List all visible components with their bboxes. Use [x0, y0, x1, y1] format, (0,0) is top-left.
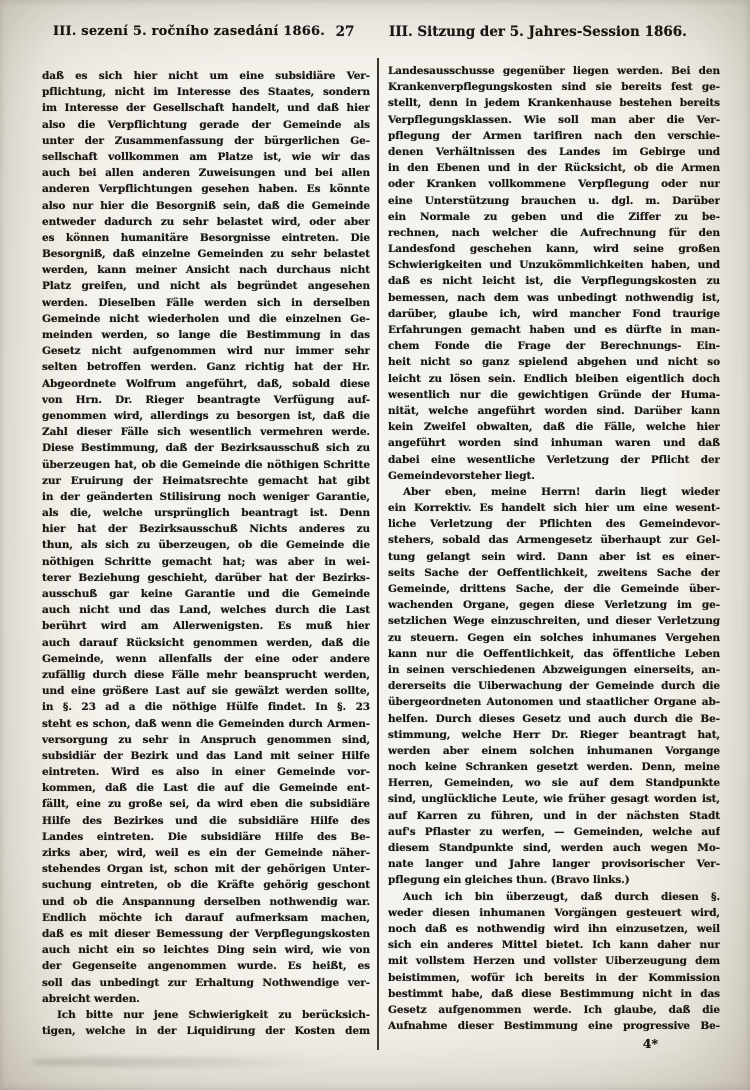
text-line: angeführt worden sind inhuman waren und daß	[388, 437, 720, 450]
text-line: setzlichen Wege einzuschreiten, und dieser Verletzung	[388, 615, 720, 628]
text-line: stehers, sobald das Armengesetz überhaupt zur Gel-	[388, 534, 720, 547]
text-line: liche Verletzung der Pflichten des Gemeindevor-	[388, 518, 720, 531]
text-line: im Interesse der Gesellschaft handelt, und daß hier	[42, 102, 370, 115]
text-line: Aufnahme dieser Bestimmung eine progressive Be-	[388, 1020, 720, 1033]
text-line: zu steuern. Gegen ein solches inhumanes Vergehen	[388, 631, 720, 644]
text-line: Hilfe des Bezirkes und die subsidiäre Hilfe des	[42, 814, 370, 827]
text-line: pflegung ein gleiches thun. (Bravo links.)	[388, 874, 630, 887]
text-line: zirks aber, wird, weil es ein der Gemeinde näher-	[42, 847, 370, 859]
text-line: mit vollstem Herzen und vollster Uiberzeugung dem	[388, 955, 720, 968]
text-line: stehendes Organ ist, schon mit der gehörigen Unter-	[42, 863, 370, 876]
text-line: selten betroffen werden. Ganz richtig hat der Hr.	[42, 361, 370, 374]
text-line: Schwierigkeiten und Unzukömmlichkeiten haben, und	[388, 259, 720, 272]
text-line: werden. Dieselben Fälle werden sich in derselben	[42, 296, 370, 309]
text-line: suchung eintreten, ob die Kräfte gehörig geschont	[42, 879, 370, 892]
text-line: Verpflegungsklassen. Wie soll man aber die Ver-	[388, 113, 720, 126]
text-line: eine Unterstützung brauchen u. dgl. m. Darüber	[388, 194, 720, 207]
text-line: helfen. Durch dieses Gesetz und auch durch die Be-	[388, 712, 720, 725]
text-line: nate langer und Jahre langer provisorischer Ver-	[388, 858, 720, 871]
text-line: Gesetz nicht aufgenommen wird nur immer sehr	[42, 345, 370, 358]
text-line: übergeordneten Autonomen und staatlicher Organe ab-	[388, 696, 720, 709]
text-line: sind, unglückliche Leute, wie früher gesagt worden ist,	[388, 793, 720, 806]
text-line: stellt, denn in jedem Krankenhause bestehen bereits	[388, 97, 720, 110]
text-line: Aber eben, meine Herrn! darin liegt wieder	[403, 485, 720, 498]
text-line: Herren, Gemeinden, wo sie auf dem Standpunkte	[388, 777, 720, 790]
text-line: fällt, eine zu große sei, da wird eben die subsidiäre	[42, 798, 370, 811]
text-line: kein Zweifel obwalten, daß die Fälle, welche hier	[388, 421, 720, 434]
text-line: tung gelangt sein wird. Dann aber ist es einer-	[388, 550, 720, 563]
text-line: weder diesen inhumanen Vorgängen gesteuert wird,	[388, 906, 720, 919]
text-line: auch nicht und das Land, welches durch die Last	[42, 604, 370, 617]
text-line: Landesausschusse gegenüber liegen werden. Bei den	[388, 65, 720, 77]
text-line: auf's Pflaster zu werfen, — Gemeinden, welche auf	[388, 825, 720, 838]
text-line: werden aber einem solchen inhumanen Vorgange	[388, 744, 720, 757]
text-line: auch bei allen anderen Zuweisungen und bei allen	[42, 167, 370, 180]
text-line: wachenden Organe, gegen diese Verletzung im ge-	[388, 599, 720, 612]
header-czech-session-title: III. sezení 5. ročního zasedání 1866.	[53, 24, 325, 39]
column-divider-rule	[377, 58, 379, 1050]
text-line: Endlich möchte ich darauf aufmerksam machen,	[42, 911, 370, 924]
text-line: leicht zu lösen sein. Endlich bleiben eigentlich doch	[388, 372, 720, 385]
text-line: Diese Bestimmung, daß der Bezirksausschuß sich zu	[42, 442, 370, 455]
text-line: tigen, welche in der Liquidirung der Kosten dem	[42, 1025, 370, 1038]
text-line: auch nicht ein so leichtes Ding sein wird, wie von	[42, 944, 370, 957]
text-line: und eine größere Last auf sie gewälzt werden sollte,	[42, 685, 370, 698]
text-line: auf Karren zu führen, und in der nächsten Stadt	[388, 809, 720, 822]
text-line: es können humanitäre Besorgnisse eintreten. Die	[42, 231, 370, 244]
text-line: steht es schon, daß wenn die Gemeinden durch Armen-	[42, 717, 370, 730]
text-line: noch keine Schranken gesetzt werden. Denn, meine	[388, 761, 720, 774]
text-line: ausschuß gar keine Garantie und die Gemeinde	[42, 588, 370, 600]
text-line: eintreten. Wird es also in einer Gemeinde vor-	[42, 766, 370, 779]
text-line: Auch ich bin überzeugt, daß durch diesen §.	[403, 890, 720, 903]
text-line: noch daß es nothwendig wird ihn einzusetzen, weil	[388, 922, 720, 935]
left-text-column	[42, 68, 370, 1039]
text-line: nität, welche angeführt worden sind. Darüber kann	[388, 404, 720, 417]
text-line: ein Normale zu geben und die Ziffer zu be-	[388, 210, 720, 223]
text-line: beistimmen, wofür ich bereits in der Kommission	[388, 971, 720, 984]
header-german-session-title: III. Sitzung der 5. Jahres-Session 1866.	[389, 24, 687, 40]
text-line: berührt wird am Allerwenigsten. Es muß hier	[42, 620, 370, 633]
text-line: oder Kranken vollkommene Verpflegung oder nur	[388, 178, 720, 191]
text-line: Zahl dieser Fälle sich wesentlich vermehren werde.	[42, 426, 370, 439]
text-line: Erfahrungen gemacht haben und es dürfte in man-	[388, 324, 720, 336]
text-line: subsidiär der Bezirk und das Land mit seiner Hilfe	[42, 749, 370, 762]
text-line: unter der Zusammenfassung der bürgerlichen Ge-	[42, 134, 370, 147]
text-line: sich ein anderes Mittel bietet. Ich kann daher nur	[388, 939, 720, 952]
text-line: versorgung zu sehr in Anspruch genommen sind,	[42, 733, 370, 746]
text-line: wesentlich nur die gewichtigen Gründe der Huma-	[388, 388, 720, 401]
text-line: auch darauf Rücksicht genommen werden, daß die	[42, 636, 370, 649]
text-line: zur Eruirung der Heimatsrechte gemacht hat gibt	[42, 474, 370, 487]
text-line: in den Ebenen und in der Rücksicht, ob die Armen	[388, 162, 720, 175]
text-line: in seinen verschiedenen Abzweigungen einerseits, an-	[388, 663, 720, 676]
text-line: bemessen, nach dem was unbedingt nothwendig ist,	[388, 291, 720, 304]
text-line: werden, kann meiner Ansicht nach durchaus nicht	[42, 264, 370, 277]
text-line: pflichtung, nicht im Interesse des Staates, sondern	[42, 86, 370, 99]
text-line: abreicht werden.	[42, 992, 140, 1005]
text-line: also die Verpflichtung gerade der Gemeinde als	[42, 118, 370, 131]
text-line: Gemeindevorsteher liegt.	[388, 469, 535, 482]
text-line: soll das unbedingt zur Erhaltung Nothwendige ver-	[42, 976, 370, 989]
text-line: also nur hier die Besorgniß sein, daß die Gemeinde	[42, 199, 370, 212]
text-line: diesem Standpunkte sind, werden auch wegen Mo-	[388, 842, 720, 854]
text-line: als die, welche ursprünglich beantragt ist. Denn	[42, 507, 370, 520]
text-line: chem Fonde die Frage der Berechnungs- Ein-	[388, 340, 720, 353]
text-line: daß es nicht leicht ist, die Verpflegungskosten zu	[388, 275, 720, 288]
text-line: zufällig durch diese Fälle mehr beansprucht werden,	[42, 668, 370, 681]
text-line: thun, als sich zu überzeugen, ob die Gemeinde die	[42, 539, 370, 552]
text-line: und ob die Anspannung derselben nothwendig war.	[42, 895, 370, 908]
text-line: rechnen, nach welcher die Aufrechnung für den	[388, 226, 720, 239]
text-line: Besorgniß, daß einzelne Gemeinden zu sehr belastet	[42, 248, 370, 261]
text-line: nöthigen Schritte gemacht hat; was aber in wei-	[42, 555, 370, 568]
text-line: daß es sich hier nicht um eine subsidiäre Ver-	[42, 70, 370, 82]
text-line: anderen Verpflichtungen gesehen haben. Es könnte	[42, 183, 370, 196]
text-line: genommen wird, allerdings zu besorgen ist, daß die	[42, 409, 370, 422]
text-line: daß es mit dieser Bemessung der Verpflegungskosten	[42, 927, 370, 940]
text-line: überzeugen hat, ob die Gemeinde die nöthigen Schritte	[42, 458, 370, 471]
text-line: Abgeordnete Wolfrum angeführt, daß, sobald diese	[42, 377, 370, 390]
printer-signature-mark: 4*	[642, 1036, 658, 1051]
text-line: kann nur die Oeffentlichkeit, das öffentliche Leben	[388, 647, 720, 660]
text-line: meinden werden, so lange die Bestimmung in das	[42, 329, 370, 341]
text-line: Landesfond geschehen kann, wird seine großen	[388, 243, 720, 256]
ink-smudge	[32, 1057, 322, 1067]
text-line: in §. 23 ad a die nöthige Hülfe findet. In §. 23	[42, 701, 370, 714]
text-line: darüber, glaube ich, wird mancher Fond traurige	[388, 307, 720, 320]
text-line: Krankenverpflegungskosten sind sie bereits fest ge-	[388, 81, 720, 94]
text-line: der Gegenseite angenommen wurde. Es heißt, es	[42, 960, 370, 973]
text-line: dererseits die Uiberwachung der Gemeinde durch die	[388, 680, 720, 693]
page-number: 27	[335, 24, 355, 40]
text-line: hier hat der Bezirksausschuß Nichts anderes zu	[42, 523, 370, 536]
text-line: dabei eine wesentliche Verletzung der Pflicht der	[388, 453, 720, 466]
text-line: Platz greifen, und nicht als begründet angesehen	[42, 280, 370, 293]
text-line: Gesetz aufgenommen werde. Ich glaube, daß die	[388, 1003, 720, 1016]
text-line: kommen, daß die Last die auf die Gemeinde ent-	[42, 782, 370, 795]
text-line: Gemeinde, drittens Sache, der die Gemeinde über-	[388, 583, 720, 595]
text-line: stimmung, welche Herr Dr. Rieger beantragt hat,	[388, 728, 720, 741]
text-line: terer Beziehung geschieht, darüber hat der Bezirks-	[42, 571, 370, 584]
text-line: sellschaft vollkommen am Platze ist, wie wir das	[42, 150, 370, 163]
text-line: heit nicht so ganz spielend abgehen und nicht so	[388, 356, 720, 369]
text-line: Landes eintreten. Die subsidiäre Hilfe des Be-	[42, 830, 370, 843]
text-line: Ich bitte nur jene Schwierigkeit zu berücksich-	[57, 1008, 370, 1021]
text-line: ein Korrektiv. Es handelt sich hier um eine wesent-	[388, 502, 720, 515]
text-line: in der geänderten Stilisirung noch weniger Garantie,	[42, 490, 370, 503]
text-line: denen Verhältnissen des Landes im Gebirge und	[388, 145, 720, 158]
text-line: Gemeinde nicht wiederholen und die einzelnen Ge-	[42, 312, 370, 325]
text-line: bestimmt habe, daß diese Bestimmung nicht in das	[388, 987, 720, 1000]
text-line: seits Sache der Oeffentlichkeit, zweitens Sache der	[388, 566, 720, 579]
right-text-column	[388, 63, 720, 1034]
text-line: pflegung der Armen tarifiren nach den verschie-	[388, 129, 720, 142]
text-line: Gemeinde, wenn allenfalls der eine oder andere	[42, 652, 370, 665]
text-line: von Hrn. Dr. Rieger beantragte Verfügung auf-	[42, 393, 370, 406]
text-line: entweder dadurch zu sehr belastet wird, oder aber	[42, 215, 370, 228]
